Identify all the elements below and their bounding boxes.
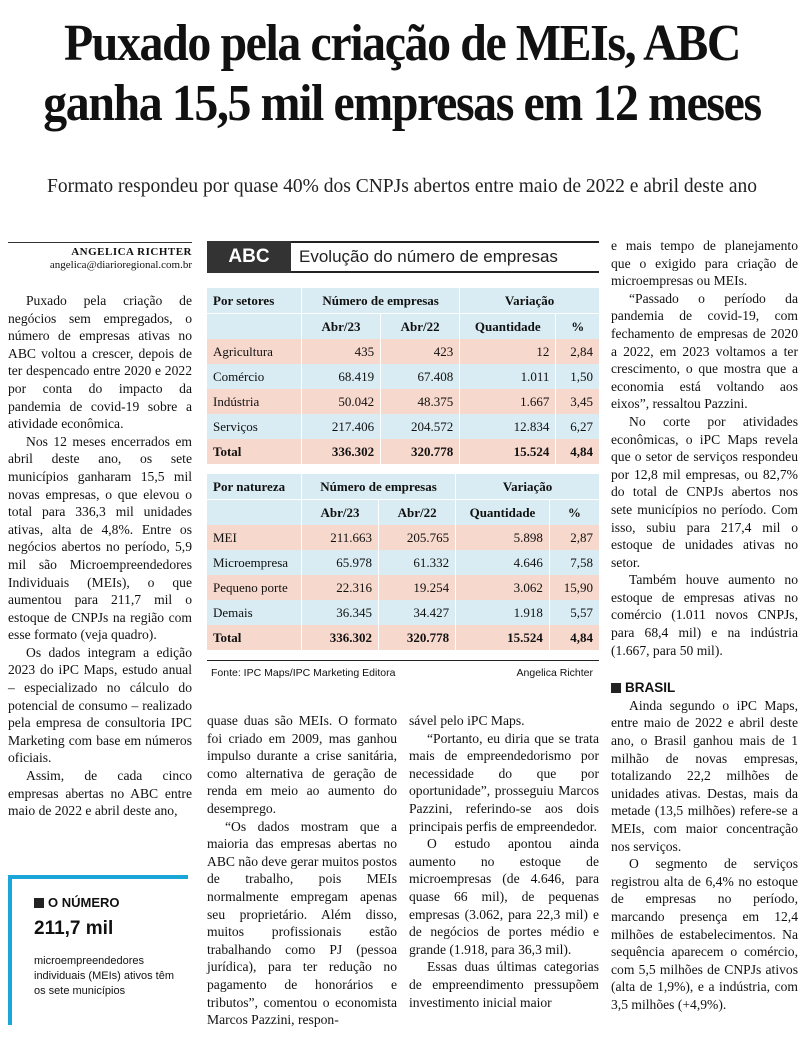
table-title-bar: [207, 241, 599, 273]
section-heading-brasil: BRASIL: [611, 679, 798, 697]
article-column-3: [409, 712, 599, 1011]
table-title: Evolução do número de empresas: [291, 241, 599, 273]
byline: [8, 242, 192, 272]
paragraph: quase duas são MEIs. O formato foi criado em 2009, mas ganhou impulso durante a crise sanitária, como alternativa de geração de renda em meio ao aumento do desemprego.: [207, 713, 397, 816]
paragraph: No corte por atividades econômicas, o iPC Maps revela que o setor de serviços respondeu por 12,8 mil empresas, ou 82,7% do total de CNPJs abertos nos sete municípios no período. Com isso, subiu para 217,4 mil o estoque de unidades ativas no setor.: [611, 413, 798, 570]
paragraph: Puxado pela criação de negócios sem empregados, o número de empresas ativas no ABC voltou a crescer, depois de ter despencado entre 2020 e 2022 por conta do impacto da pandemia de covid-19 sobre a atividade econômica.: [8, 293, 192, 432]
table-row: Microempresa 65.978 61.332 4.646 7,58: [207, 550, 599, 575]
square-bullet-icon: [611, 683, 621, 693]
paragraph: “Os dados mostram que a maioria das empresas abertas no ABC não deve gerar muitos postos de trabalho, pois MEIs normalmente empregam apenas seu proprietário. Além disso, muitos profissionais estão trabalhando como PJ (pessoa jurídica), para ter redução no pagamento de honorários e tributos”, comentou o economista Marcos Pazzini, respon-: [207, 818, 397, 1028]
paragraph: Os dados integram a edição 2023 do iPC Maps, estudo anual – especializado no cálculo do potencial de consumo – realizado pela empresa de consultoria IPC Marketing com base em números oficiais.: [8, 644, 192, 766]
sectors-header: Por setores: [207, 288, 302, 314]
paragraph: Assim, de cada cinco empresas abertas no ABC entre maio de 2022 e abril deste ano,: [8, 768, 192, 819]
table-row: Serviços 217.406 204.572 12.834 6,27: [207, 414, 599, 439]
paragraph: “Portanto, eu diria que se trata mais de empreendedorismo por necessidade do que por oportunidade”, prosseguiu Marcos Pazzini, referindo-se aos dois principais perfis de empreendedor.: [409, 730, 599, 834]
paragraph: Também houve aumento no estoque de empresas ativas no comércio (1.011 novos CNPJs, para 68,4 mil) e na indústria (1.667, para 50 mil).: [611, 572, 798, 658]
table-row: Agricultura 435 423 12 2,84: [207, 339, 599, 364]
infobox-value: 211,7 mil: [34, 918, 114, 939]
nature-table: [207, 474, 599, 650]
table-row: Indústria 50.042 48.375 1.667 3,45: [207, 389, 599, 414]
table-tag: ABC: [207, 241, 291, 273]
table-row: Comércio 68.419 67.408 1.011 1,50: [207, 364, 599, 389]
nature-header: Por natureza: [207, 474, 302, 500]
headline: [32, 14, 772, 134]
table-row: Pequeno porte 22.316 19.254 3.062 15,90: [207, 575, 599, 600]
companies-table-block: [207, 241, 599, 679]
paragraph: O estudo apontou ainda aumento no estoque de microempresas (de 4.646, para quase 66 mil), de pequenas empresas (3.062, para 22,3 mil) e de negócios de portes médio e grande (1.918, para 36,3 mil).: [409, 836, 599, 957]
number-infobox: [8, 875, 188, 1025]
table-row-total: Total 336.302 320.778 15.524 4,84: [207, 625, 599, 650]
paragraph: Ainda segundo o iPC Maps, entre maio de 2022 e abril deste ano, o Brasil ganhou mais de 1 milhão de novas empresas, totalizando 22,2 milhões de unidades ativas. Destas, mais da metade (13,5 milhões) refere-se a MEIs, com maior concentração nos serviços.: [611, 697, 798, 854]
paragraph: “Passado o período da pandemia de covid-19, com fechamento de empresas de 2020 a 2022, em 2023 voltamos a ter crescimento, o que mostra que a economia está voltando aos eixos”, ressaltou Pazzini.: [611, 290, 798, 412]
table-footer: [207, 660, 599, 679]
abr23-header: Abr/23: [302, 314, 381, 340]
companies-count-header: Número de empresas: [302, 288, 460, 314]
abr22-header: Abr/22: [381, 314, 460, 340]
paragraph: Essas duas últimas categorias de empreendimento pressupõem investimento inicial maior: [409, 959, 599, 1010]
article-column-1: [8, 292, 192, 820]
byline-name: ANGELICA RICHTER: [71, 246, 192, 258]
paragraph: sável pelo iPC Maps.: [409, 713, 525, 728]
paragraph: e mais tempo de planejamento que o exigido para criação de microempresas ou MEIs.: [611, 238, 798, 289]
article-column-4: [611, 237, 798, 1014]
table-credit: Angelica Richter: [516, 667, 593, 679]
abr22-header: Abr/22: [379, 500, 456, 526]
variation-header: Variação: [456, 474, 599, 500]
pct-header: %: [556, 314, 599, 340]
table-row: MEI 211.663 205.765 5.898 2,87: [207, 525, 599, 550]
byline-email: angelica@diarioregional.com.br: [49, 259, 192, 271]
square-bullet-icon: [34, 898, 44, 908]
table-row: Demais 36.345 34.427 1.918 5,57: [207, 600, 599, 625]
infobox-label: O NÚMERO: [48, 895, 120, 910]
quantity-header: Quantidade: [456, 500, 550, 526]
paragraph: Nos 12 meses encerrados em abril deste ano, os sete municípios ganharam 15,5 mil novas empresas, o que elevou o total para 336,3 mil unidades ativas, alta de 4,8%. Entre os negócios abertos no período, 5,9 mil são Microempreendedores Individuais (MEIs), o que aumentou para 211,7 mil o estoque de CNPJs na região com esse formato (veja quadro).: [8, 433, 192, 643]
headline-line-1: Puxado pela criação de MEIs, ABC: [63, 15, 741, 72]
article-column-2: [207, 712, 397, 1029]
companies-count-header: Número de empresas: [302, 474, 456, 500]
table-source: Fonte: IPC Maps/IPC Marketing Editora: [211, 667, 396, 679]
subtitle: Formato respondeu por quase 40% dos CNPJs abertos entre maio de 2022 e abril deste ano: [47, 176, 757, 197]
variation-header: Variação: [460, 288, 599, 314]
sectors-table: [207, 288, 599, 464]
headline-line-2: ganha 15,5 mil empresas em 12 meses: [43, 75, 761, 132]
quantity-header: Quantidade: [460, 314, 556, 340]
paragraph: O segmento de serviços registrou alta de 6,4% no estoque de empresas no período, marcando presença em 12,4 milhões de estabelecimentos. Na sequência aparecem o comércio, com 5,5 milhões de CNPJs ativos (alta de 1,9%), e a indústria, com 3,5 milhões (+4,9%).: [611, 856, 798, 1012]
pct-header: %: [549, 500, 599, 526]
table-row-total: Total 336.302 320.778 15.524 4,84: [207, 439, 599, 464]
infobox-description: microempreendedores individuais (MEIs) ativos têm os sete municípios: [34, 955, 174, 997]
abr23-header: Abr/23: [302, 500, 379, 526]
